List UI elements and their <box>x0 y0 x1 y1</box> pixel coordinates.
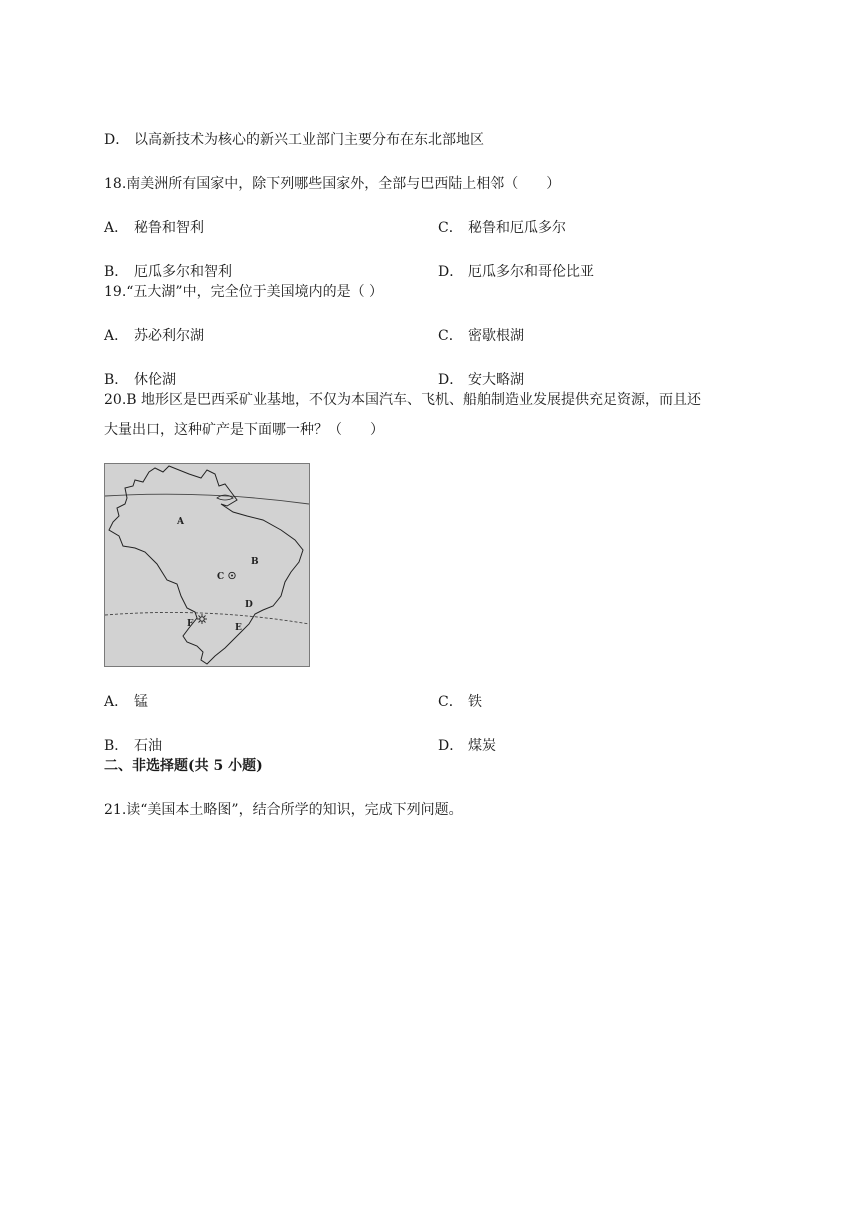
option-text: 铁 <box>468 694 482 710</box>
waterfall-symbol-icon <box>197 614 207 624</box>
option-text: 秘鲁和厄瓜多尔 <box>468 220 566 236</box>
option-letter: A． <box>104 220 129 236</box>
option-text: 以高新技术为核心的新兴工业部门主要分布在东北部地区 <box>134 132 484 148</box>
brazil-outline <box>109 466 303 664</box>
question-19-stem: 19.“五大湖”中，完全位于美国境内的是（ ） <box>104 284 384 300</box>
option-letter: C． <box>438 220 463 236</box>
question-20-stem-line1: 20.B 地形区是巴西采矿业基地，不仅为本国汽车、飞机、船舶制造业发展提供充足资源，而且还 <box>104 392 702 408</box>
equator-line <box>105 494 309 504</box>
option-letter: B． <box>104 738 129 754</box>
brazil-map-svg <box>105 464 309 666</box>
capital-marker-dot <box>231 575 233 577</box>
option-text: 石油 <box>134 738 162 754</box>
q20-option-b <box>104 737 162 755</box>
option-text: 苏必利尔湖 <box>134 328 204 344</box>
question-21-stem: 21.读“美国本土略图”，结合所学的知识，完成下列问题。 <box>104 802 463 818</box>
q18-option-c <box>438 219 566 237</box>
option-letter: D． <box>104 132 130 148</box>
q20-option-d <box>438 737 496 755</box>
option-text: 秘鲁和智利 <box>134 220 204 236</box>
q17-option-d <box>104 131 484 149</box>
q18-option-b <box>104 263 232 281</box>
option-text: 锰 <box>134 694 148 710</box>
q19-option-d <box>438 371 524 389</box>
map-label-f: F <box>187 619 194 629</box>
option-text: 休伦湖 <box>134 372 176 388</box>
section-2-heading: 二、非选择题(共 5 小题) <box>104 758 263 774</box>
tropic-line <box>105 612 309 624</box>
option-text: 安大略湖 <box>468 372 524 388</box>
map-label-d: D <box>245 600 253 610</box>
map-label-e: E <box>235 623 242 633</box>
question-20-stem-line2: 大量出口，这种矿产是下面哪一种？（ ） <box>104 422 384 438</box>
option-letter: B． <box>104 264 129 280</box>
option-text: 厄瓜多尔和哥伦比亚 <box>468 264 594 280</box>
question-18-stem: 18.南美洲所有国家中，除下列哪些国家外，全部与巴西陆上相邻（ ） <box>104 176 561 192</box>
option-letter: B． <box>104 372 129 388</box>
map-label-c: C <box>217 572 225 582</box>
brazil-map <box>104 463 310 667</box>
option-letter: D． <box>438 264 464 280</box>
q19-option-b <box>104 371 176 389</box>
option-text: 煤炭 <box>468 738 496 754</box>
map-label-b: B <box>251 557 259 567</box>
option-text: 密歇根湖 <box>468 328 524 344</box>
q18-option-d <box>438 263 594 281</box>
q20-option-c <box>438 693 482 711</box>
q20-option-a <box>104 693 148 711</box>
option-letter: D． <box>438 738 464 754</box>
q18-option-a <box>104 219 204 237</box>
option-text: 厄瓜多尔和智利 <box>134 264 232 280</box>
q19-option-c <box>438 327 524 345</box>
option-letter: D． <box>438 372 464 388</box>
option-letter: A． <box>104 328 129 344</box>
map-label-a: A <box>177 517 184 527</box>
option-letter: A． <box>104 694 129 710</box>
q19-option-a <box>104 327 204 345</box>
option-letter: C． <box>438 328 463 344</box>
option-letter: C． <box>438 694 463 710</box>
